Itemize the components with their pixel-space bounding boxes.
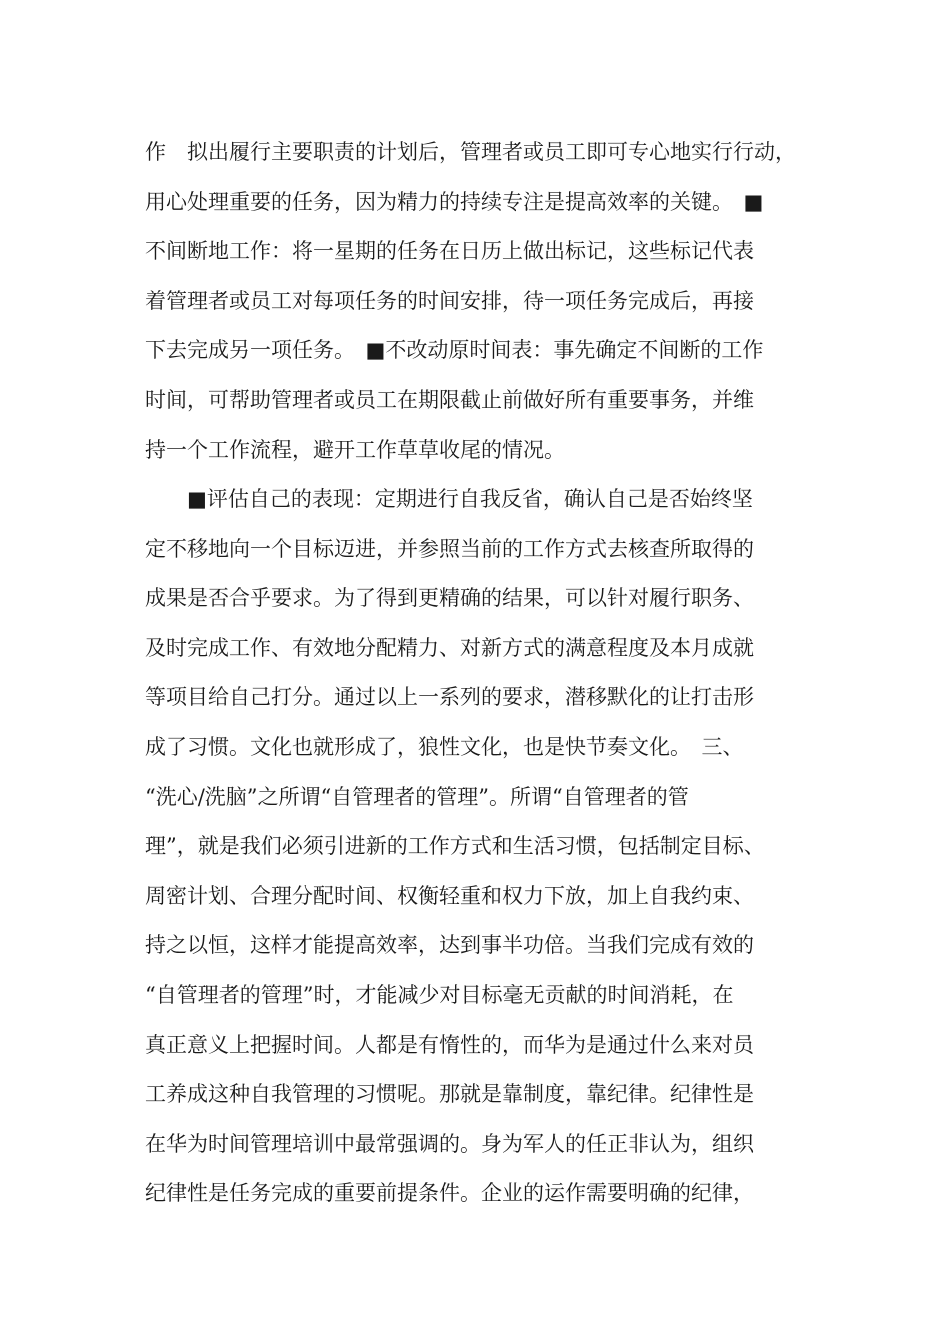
paragraph-1 bbox=[145, 132, 835, 479]
text-line: 用心处理重要的任务，因为精力的持续专注是提高效率的关键。 ■ bbox=[145, 189, 764, 214]
text-line: “自管理者的管理”时，才能减少对目标毫无贡献的时间消耗，在 bbox=[145, 982, 734, 1007]
text-line: 周密计划、合理分配时间、权衡轻重和权力下放，加上自我约束、 bbox=[145, 883, 754, 908]
text-line: 工养成这种自我管理的习惯呢。那就是靠制度，靠纪律。纪律性是 bbox=[145, 1082, 754, 1107]
text-line: 纪律性是任务完成的重要前提条件。企业的运作需要明确的纪律， bbox=[145, 1181, 754, 1206]
text-line: 时间，可帮助管理者或员工在期限截止前做好所有重要事务，并维 bbox=[145, 387, 754, 412]
text-line: “洗心/洗脑”之所谓“自管理者的管理”。所谓“自管理者的管 bbox=[145, 784, 689, 809]
text-line: 成果是否合乎要求。为了得到更精确的结果，可以针对履行职务、 bbox=[145, 586, 754, 611]
text-line: 理”，就是我们必须引进新的工作方式和生活习惯，包括制定目标、 bbox=[145, 834, 765, 859]
text-line: 持一个工作流程，避开工作草草收尾的情况。 bbox=[145, 437, 565, 462]
text-line: 等项目给自己打分。通过以上一系列的要求，潜移默化的让打击形 bbox=[145, 685, 754, 710]
text-line: 在华为时间管理培训中最常强调的。身为军人的任正非认为，组织 bbox=[145, 1131, 754, 1156]
text-line: ■评估自己的表现：定期进行自我反省，确认自己是否始终坚 bbox=[145, 487, 753, 511]
text-line: 定不移地向一个目标迈进，并参照当前的工作方式去核查所取得的 bbox=[145, 536, 754, 561]
text-line: 着管理者或员工对每项任务的时间安排，待一项任务完成后，再接 bbox=[145, 288, 754, 313]
text-line: 下去完成另一项任务。 ■不改动原时间表：事先确定不间断的工作 bbox=[145, 338, 764, 363]
text-line: 真正意义上把握时间。人都是有惰性的，而华为是通过什么来对员 bbox=[145, 1032, 754, 1057]
text-line: 成了习惯。文化也就形成了，狼性文化，也是快节奏文化。 三、 bbox=[145, 734, 744, 759]
text-line: 持之以恒，这样才能提高效率，达到事半功倍。当我们完成有效的 bbox=[145, 933, 754, 958]
text-line: 及时完成工作、有效地分配精力、对新方式的满意程度及本月成就 bbox=[145, 635, 754, 660]
text-line: 作 拟出履行主要职责的计划后，管理者或员工即可专心地实行行动， bbox=[145, 140, 796, 164]
paragraph-2 bbox=[145, 479, 835, 1223]
text-line: 不间断地工作：将一星期的任务在日历上做出标记，这些标记代表 bbox=[145, 239, 754, 264]
